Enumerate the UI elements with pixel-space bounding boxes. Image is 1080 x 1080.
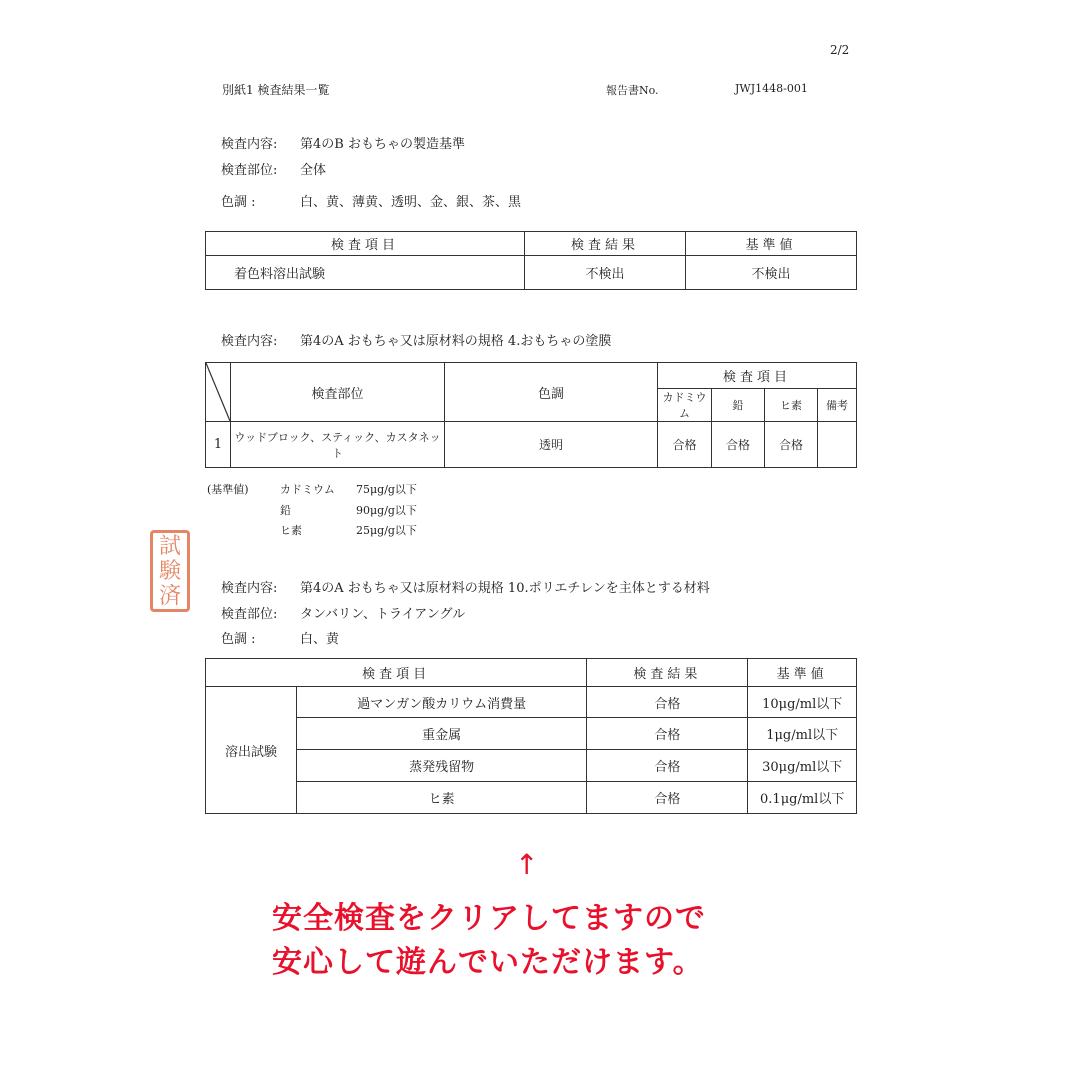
s3-content: 第4のA おもちゃ又は原材料の規格 10.ポリエチレンを主体とする材料	[300, 581, 710, 596]
t1-header-standard: 基準値	[686, 232, 857, 256]
t2-header-items: 検査項目	[658, 363, 857, 389]
table-row	[206, 750, 857, 782]
s3-color-label: 色調 :	[221, 632, 256, 647]
s3-part-label: 検査部位:	[221, 607, 278, 622]
t2-row-part: ウッドブロック、スティック、カスタネット	[231, 422, 445, 468]
t3-row3-item: 蒸発残留物	[297, 750, 587, 782]
standard-value-cadmium: 75μg/g以下	[356, 483, 417, 496]
t1-cell-item: 着色料溶出試験	[206, 256, 525, 290]
t2-row-remarks	[818, 422, 857, 468]
t2-header-color: 色調	[445, 363, 658, 422]
t3-row2-item: 重金属	[297, 718, 587, 750]
t2-sub-lead: 鉛	[712, 389, 765, 422]
t3-row1-result: 合格	[587, 687, 748, 718]
standard-name-cadmium: カドミウム	[280, 483, 335, 496]
s1-part: 全体	[300, 163, 327, 178]
report-label: 報告書No.	[606, 84, 659, 97]
t3-group-label: 溶出試験	[206, 687, 297, 814]
standard-value-arsenic: 25μg/g以下	[356, 524, 417, 537]
s1-part-label: 検査部位:	[221, 163, 278, 178]
sheet-title: 別紙1 検査結果一覧	[222, 83, 330, 97]
t3-row1-item: 過マンガン酸カリウム消費量	[297, 687, 587, 718]
table-row	[206, 687, 857, 718]
t2-row-arsenic: 合格	[765, 422, 818, 468]
s2-content-label: 検査内容:	[221, 334, 278, 349]
standard-name-lead: 鉛	[280, 504, 291, 517]
s3-part: タンバリン、トライアングル	[300, 607, 466, 622]
table-row	[206, 718, 857, 750]
t2-sub-cadmium: カドミウム	[658, 389, 712, 422]
s3-content-label: 検査内容:	[221, 581, 278, 596]
s1-color-label: 色調 :	[221, 195, 256, 210]
elution-test-table	[205, 658, 857, 814]
t2-row-cadmium: 合格	[658, 422, 712, 468]
t3-row1-standard: 10μg/ml以下	[748, 687, 857, 718]
t2-sub-remarks: 備考	[818, 389, 857, 422]
t3-row3-standard: 30μg/ml以下	[748, 750, 857, 782]
t1-header-item: 検査項目	[206, 232, 525, 256]
t2-row-no: 1	[206, 422, 231, 468]
table-row	[206, 422, 857, 468]
t2-row-color: 透明	[445, 422, 658, 468]
s1-content: 第4のB おもちゃの製造基準	[300, 137, 465, 152]
standards-label: (基準値)	[207, 483, 249, 496]
t1-cell-standard: 不検出	[686, 256, 857, 290]
s1-color: 白、黄、薄黄、透明、金、銀、茶、黒	[300, 195, 522, 210]
safety-note-line2: 安心して遊んでいただけます。	[272, 945, 704, 980]
t3-row2-standard: 1μg/ml以下	[748, 718, 857, 750]
t2-header-part: 検査部位	[231, 363, 445, 422]
standard-name-arsenic: ヒ素	[280, 524, 302, 537]
t3-row4-item: ヒ素	[297, 782, 587, 814]
t2-corner-cell	[206, 363, 231, 422]
colorant-test-table	[205, 231, 857, 290]
s3-color: 白、黄	[300, 632, 340, 647]
t3-row4-standard: 0.1μg/ml以下	[748, 782, 857, 814]
coating-test-table	[205, 362, 857, 468]
page-number: 2/2	[830, 43, 850, 57]
t1-cell-result: 不検出	[525, 256, 686, 290]
standard-value-lead: 90μg/g以下	[356, 504, 417, 517]
t2-row-lead: 合格	[712, 422, 765, 468]
s1-content-label: 検査内容:	[221, 137, 278, 152]
t3-header-item: 検査項目	[206, 659, 587, 687]
report-number: JWJ1448-001	[735, 82, 808, 95]
t1-header-result: 検査結果	[525, 232, 686, 256]
up-arrow-icon: ↑	[515, 848, 539, 881]
t3-header-result: 検査結果	[587, 659, 748, 687]
t2-sub-arsenic: ヒ素	[765, 389, 818, 422]
safety-note-line1: 安全検査をクリアしてますので	[272, 901, 706, 936]
t3-row2-result: 合格	[587, 718, 748, 750]
s2-content: 第4のA おもちゃ又は原材料の規格 4.おもちゃの塗膜	[300, 334, 612, 349]
t3-header-standard: 基準値	[748, 659, 857, 687]
t3-row3-result: 合格	[587, 750, 748, 782]
t3-row4-result: 合格	[587, 782, 748, 814]
inspection-seal-stamp: 試 験 済	[150, 530, 190, 612]
table-row	[206, 782, 857, 814]
